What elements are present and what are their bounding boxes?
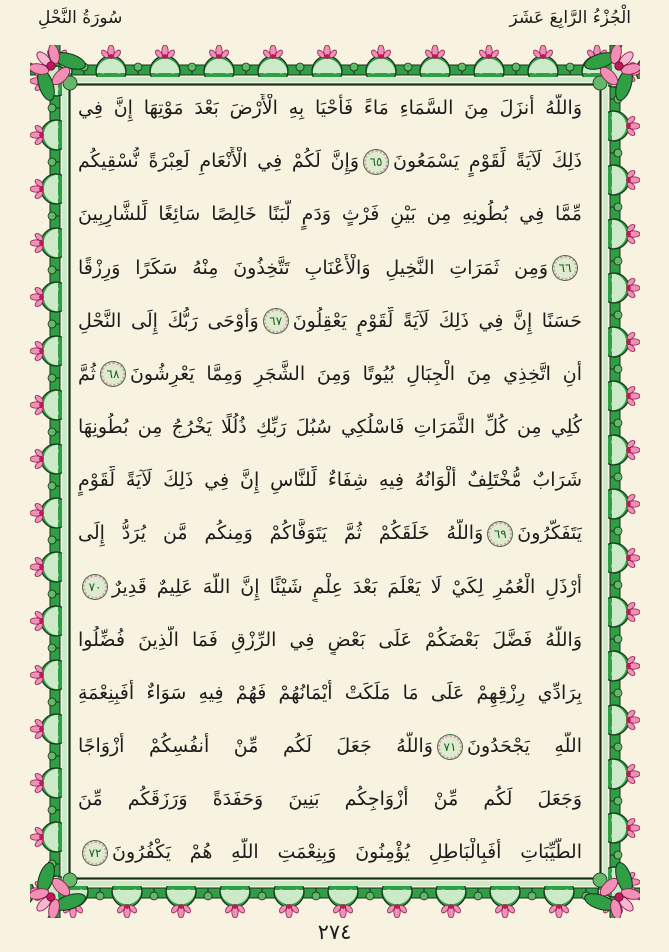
border-strip-left: [30, 45, 64, 918]
quran-line: [78, 94, 582, 123]
quran-text-area: [78, 94, 582, 868]
verse-end-marker: ٦٥: [364, 150, 388, 174]
quran-line: [78, 307, 582, 336]
ayah-text: ثُمَّ: [78, 362, 96, 385]
ayah-text: وَاللَّهُ فَضَّلَ بَعْضَكُمْ عَلَى بَعْضٍ فِي الرِّزْقِ فَمَا الَّذِينَ فُضِّلُوا: [78, 628, 582, 651]
quran-line: [78, 679, 582, 708]
verse-end-marker: ٦٨: [101, 362, 125, 386]
ayah-text: اللَّهِ يَجْحَدُونَ: [466, 735, 582, 758]
surah-header: سُورَةُ النَّحْلِ: [38, 8, 123, 28]
quran-line: [78, 573, 582, 602]
ayah-text: كُلِي مِن كُلِّ الثَّمَرَاتِ فَاسْلُكِي سُبُلَ رَبِّكِ ذُلُلًا يَخْرُجُ مِن بُطُونِهَا: [78, 416, 582, 439]
quran-line: [78, 785, 582, 814]
page-number: ٢٧٤: [317, 920, 352, 944]
ayah-text: مِّمَّا فِي بُطُونِهِ مِن بَيْنِ فَرْثٍ وَدَمٍ لَّبَنًا خَالِصًا سَائِغًا لِّلشَّارِبِينَ: [78, 203, 582, 226]
ayah-text: وَمِن ثَمَرَاتِ النَّخِيلِ وَالْأَعْنَابِ تَتَّخِذُونَ مِنْهُ سَكَرًا وَرِزْقًا: [78, 256, 548, 279]
ayah-text: وَاللَّهُ أَنزَلَ مِنَ السَّمَاءِ مَاءً فَأَحْيَا بِهِ الْأَرْضَ بَعْدَ مَوْتِهَا إِنَّ فِي: [78, 97, 582, 119]
quran-line: [78, 519, 582, 548]
ayah-text: وَإِنَّ لَكُمْ فِي الْأَنْعَامِ لَعِبْرَةً نُّسْقِيكُم: [78, 150, 360, 173]
quran-line: [78, 360, 582, 389]
ayah-text: وَجَعَلَ لَكُم مِّنْ أَزْوَاجِكُم بَنِينَ وَحَفَدَةً وَرَزَقَكُم مِّنَ: [78, 788, 582, 811]
verse-end-marker: ٧١: [438, 735, 462, 759]
quran-line: [78, 254, 582, 283]
juz-header: الْجُزْءُ الرَّابِعَ عَشَرَ: [509, 8, 631, 28]
ayah-text: شَرَابٌ مُّخْتَلِفٌ أَلْوَانُهُ فِيهِ شِفَاءٌ لِّلنَّاسِ إِنَّ فِي ذَلِكَ لَآيَةً لِّقَوْمٍ: [78, 469, 582, 492]
ayah-text: وَاللَّهُ جَعَلَ لَكُم مِّنْ أَنفُسِكُمْ أَزْوَاجًا: [78, 735, 433, 758]
ayah-text: وَأَوْحَى رَبُّكَ إِلَى النَّحْلِ: [78, 309, 259, 332]
border-strip-right: [606, 45, 640, 918]
verse-end-marker: ٦٩: [488, 522, 512, 546]
quran-line: [78, 466, 582, 495]
ayah-text: بِرَادِّي رِزْقِهِمْ عَلَى مَا مَلَكَتْ أَيْمَانُهُمْ فَهُمْ فِيهِ سَوَاءٌ أَفَبِنِعْمَةِ: [78, 681, 582, 704]
quran-line: [78, 838, 582, 867]
border-strip-top: [30, 45, 640, 79]
quran-line: [78, 200, 582, 229]
ayah-text: الطَّيِّبَاتِ أَفَبِالْبَاطِلِ يُؤْمِنُونَ وَبِنِعْمَتِ اللَّهِ هُمْ يَكْفُرُونَ: [112, 841, 582, 864]
ayah-text: ذَلِكَ لَآيَةً لِّقَوْمٍ يَسْمَعُونَ: [393, 150, 582, 173]
verse-end-marker: ٧٠: [83, 575, 107, 599]
ayah-text: أَرْذَلِ الْعُمُرِ لِكَيْ لَا يَعْلَمَ بَعْدَ عِلْمٍ شَيْئًا إِنَّ اللَّهَ عَلِيمٌ قَدِيرٌ: [112, 575, 582, 598]
verse-end-marker: ٧٢: [83, 841, 107, 865]
verse-end-marker: ٦٦: [553, 256, 577, 280]
quran-line: [78, 147, 582, 176]
border-strip-bottom: [30, 884, 640, 918]
ayah-text: حَسَنًا إِنَّ فِي ذَلِكَ لَآيَةً لِّقَوْمٍ يَعْقِلُونَ: [292, 309, 582, 332]
verse-end-marker: ٦٧: [264, 309, 288, 333]
ayah-text: أَنِ اتَّخِذِي مِنَ الْجِبَالِ بُيُوتًا وَمِنَ الشَّجَرِ وَمِمَّا يَعْرِشُونَ: [129, 362, 582, 385]
ayah-text: وَاللَّهُ خَلَقَكُمْ ثُمَّ يَتَوَفَّاكُمْ وَمِنكُم مَّن يُرَدُّ إِلَى: [78, 522, 484, 545]
quran-line: [78, 413, 582, 442]
quran-line: [78, 626, 582, 655]
quran-line: [78, 732, 582, 761]
ayah-text: يَتَفَكَّرُونَ: [517, 522, 582, 545]
